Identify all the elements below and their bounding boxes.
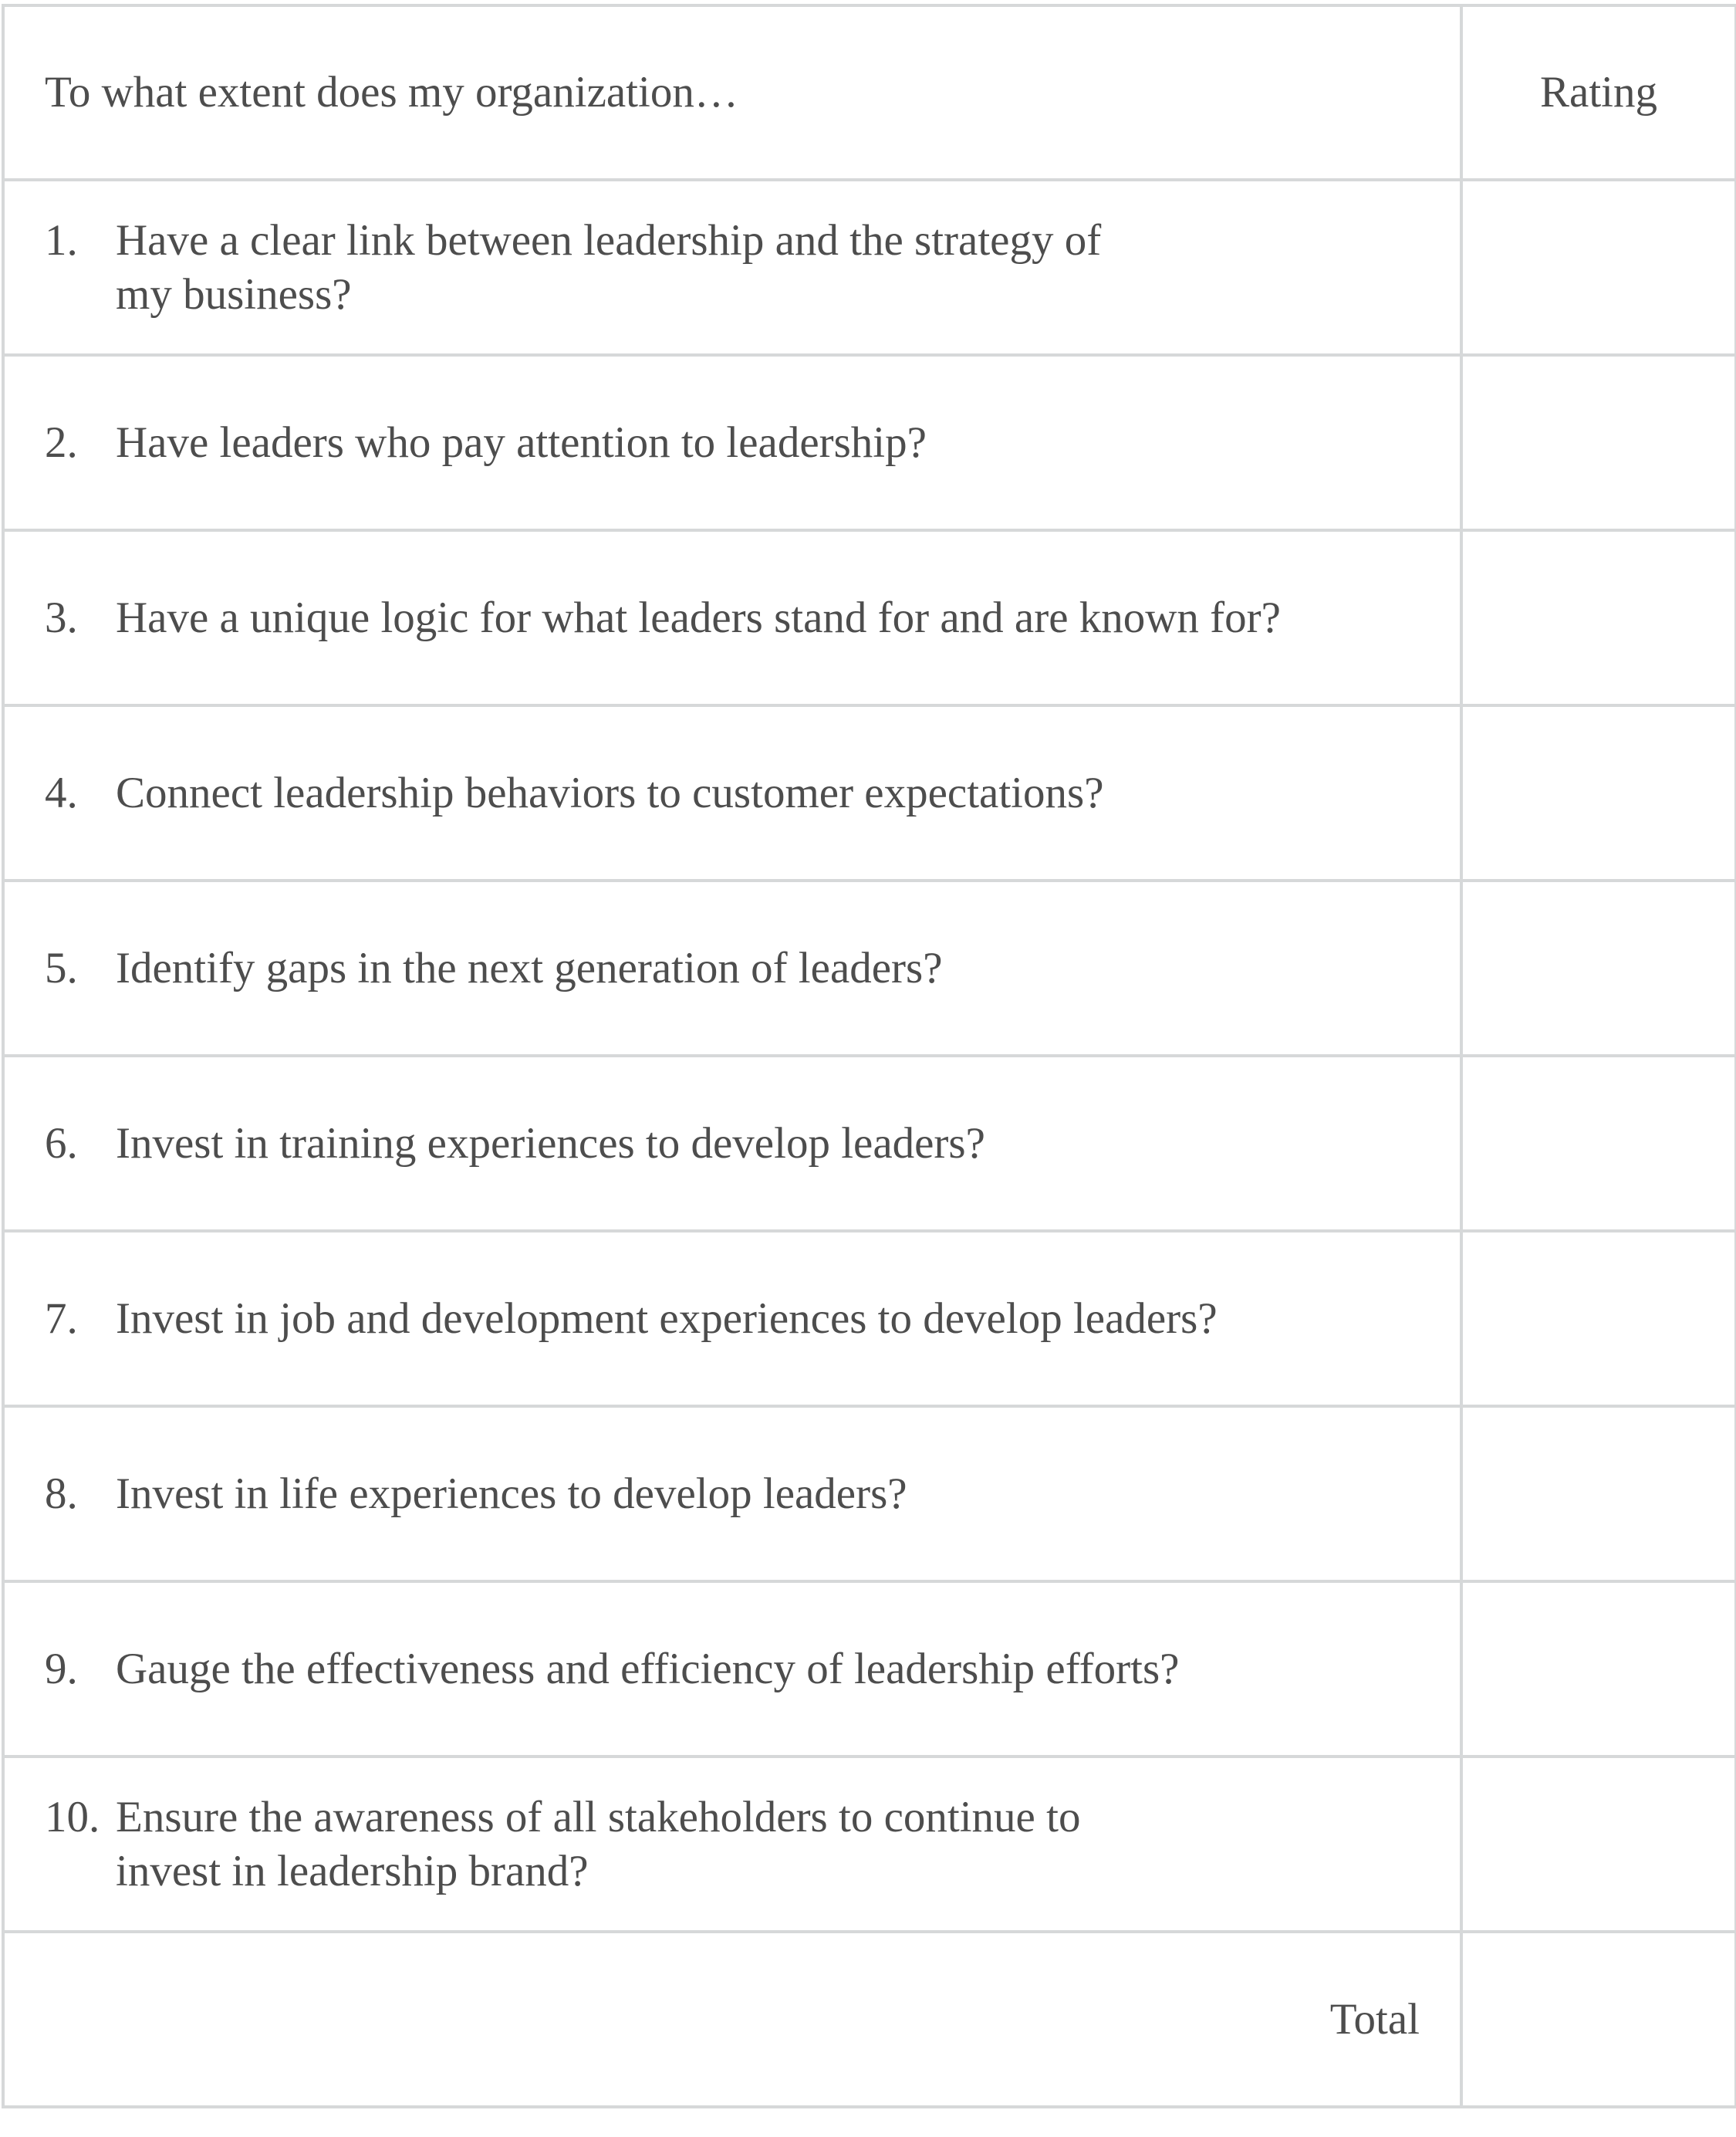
item-number: 2. [45,418,78,467]
item-number: 3. [45,593,78,642]
total-label: Total [3,1932,1461,2107]
item-text [116,766,1460,820]
item-text [116,1117,1460,1171]
table-row [3,180,1736,355]
item-text [116,1467,1460,1521]
item-number: 8. [45,1469,78,1518]
question-cell [3,355,1461,530]
question-cell [3,705,1461,881]
item-text-line: Have leaders who pay attention to leadership? [116,418,927,467]
item-number: 6. [45,1118,78,1168]
item-text-line: Ensure the awareness of all stakeholders to continue to [116,1792,1081,1841]
rating-cell[interactable] [1461,881,1736,1056]
rating-cell[interactable] [1461,1406,1736,1581]
rating-cell[interactable] [1461,1757,1736,1932]
item-number: 9. [45,1644,78,1693]
table-row [3,1581,1736,1757]
total-rating-cell[interactable] [1461,1932,1736,2107]
leadership-assessment-table [2,4,1736,2108]
header-row [3,5,1736,180]
question-cell [3,881,1461,1056]
rating-cell[interactable] [1461,1056,1736,1231]
item-text [116,1642,1460,1696]
question-cell [3,1581,1461,1757]
rating-cell[interactable] [1461,530,1736,705]
question-cell [3,530,1461,705]
item-text-line: Have a unique logic for what leaders stand for and are known for? [116,593,1281,642]
table-row [3,530,1736,705]
rating-cell[interactable] [1461,1231,1736,1406]
item-text-line: Have a clear link between leadership and the strategy of [116,215,1102,265]
question-cell [3,1231,1461,1406]
item-text [116,942,1460,996]
item-text [116,591,1460,645]
rating-cell[interactable] [1461,180,1736,355]
item-text-line: my business? [116,269,352,319]
question-header: To what extent does my organization… [3,5,1461,180]
item-text-line: Identify gaps in the next generation of leaders? [116,943,943,992]
question-cell [3,180,1461,355]
table-row [3,355,1736,530]
item-text-line: Invest in life experiences to develop leaders? [116,1469,907,1518]
question-cell [3,1757,1461,1932]
table-row [3,1231,1736,1406]
rating-header: Rating [1461,5,1736,180]
item-number: 5. [45,943,78,992]
total-row [3,1932,1736,2107]
table-row [3,1406,1736,1581]
item-text-line: Gauge the effectiveness and efficiency of leadership efforts? [116,1644,1180,1693]
item-text-line: Connect leadership behaviors to customer expectations? [116,768,1104,817]
item-text [116,214,1460,322]
item-text-line: invest in leadership brand? [116,1846,589,1895]
item-number: 4. [45,768,78,817]
table-row [3,1056,1736,1231]
item-text [116,1790,1460,1899]
table-row [3,881,1736,1056]
table-row [3,705,1736,881]
question-cell [3,1406,1461,1581]
item-text-line: Invest in training experiences to develop leaders? [116,1118,985,1168]
item-number: 10. [45,1792,100,1841]
rating-cell[interactable] [1461,705,1736,881]
question-cell [3,1056,1461,1231]
item-text-line: Invest in job and development experiences to develop leaders? [116,1293,1218,1343]
rating-cell[interactable] [1461,355,1736,530]
item-text [116,1292,1460,1346]
item-number: 1. [45,215,78,265]
rating-cell[interactable] [1461,1581,1736,1757]
item-text [116,416,1460,470]
item-number: 7. [45,1293,78,1343]
table-row [3,1757,1736,1932]
